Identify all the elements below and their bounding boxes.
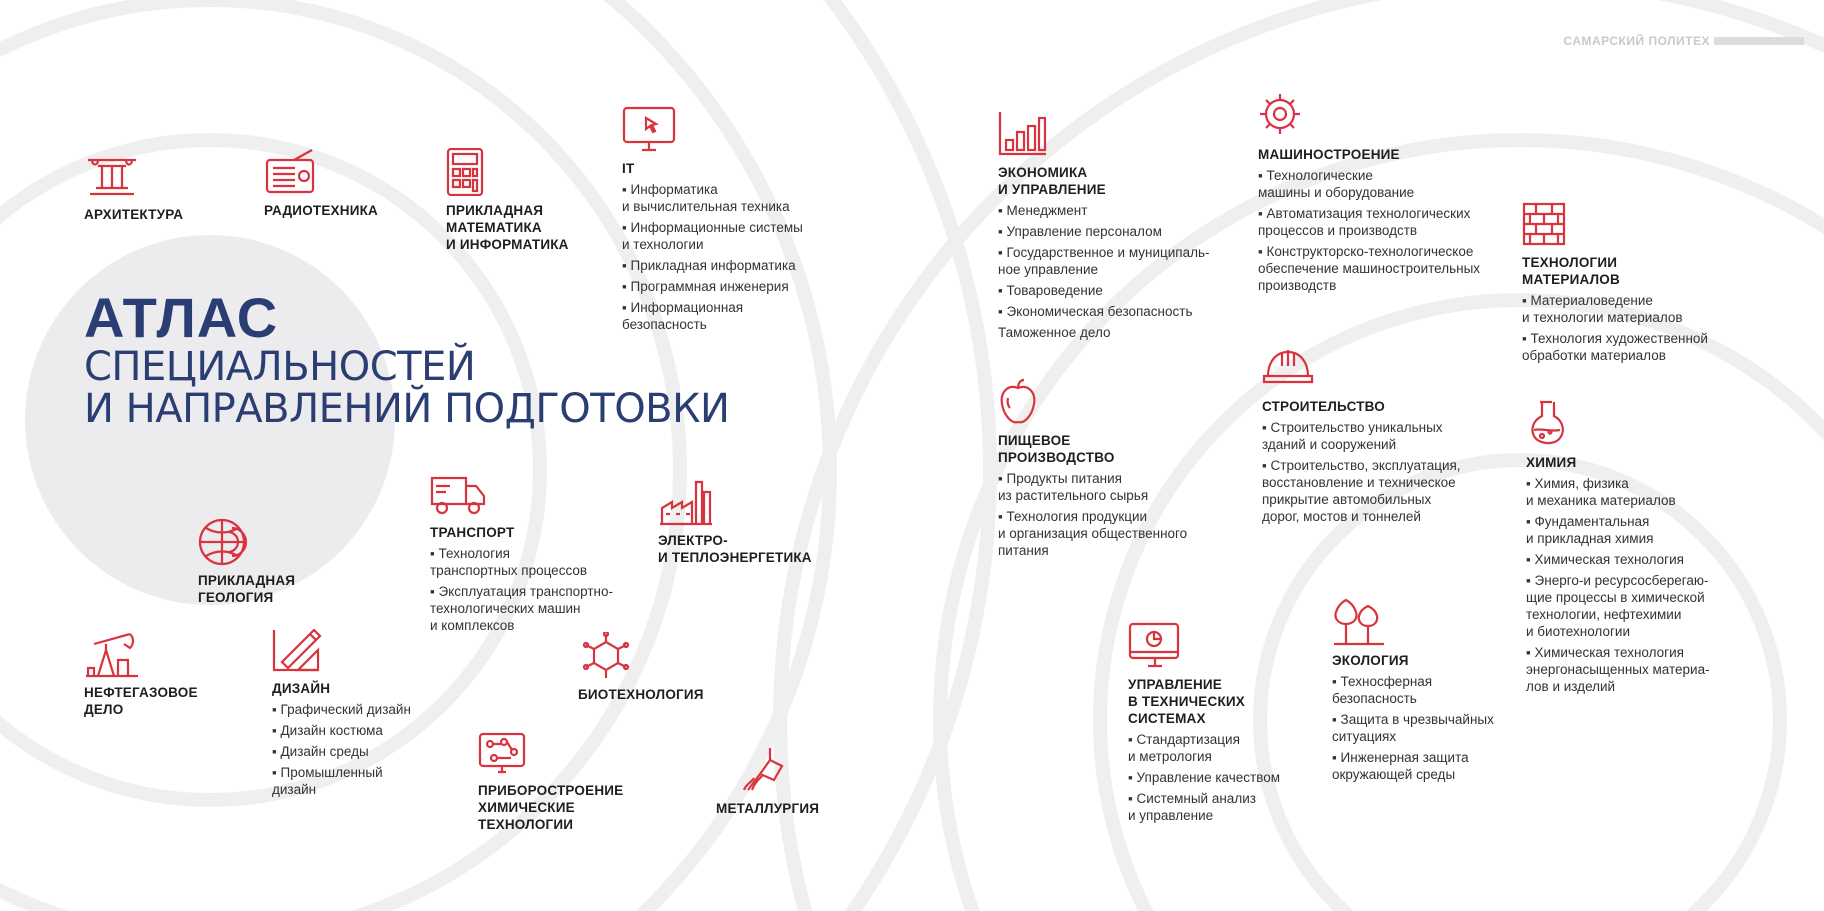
section-list [1258,167,1480,294]
molecule-icon [578,632,634,680]
section-list [1526,475,1710,695]
list-item: ▪ Товароведение [998,283,1103,298]
brand-logo [1563,34,1804,48]
brand-name: САМАРСКИЙ ПОЛИТЕХ [1563,34,1710,48]
gear-icon [1258,92,1314,140]
radio-icon [264,148,320,196]
brand-bar [1714,37,1804,45]
section-mechanical [1258,92,1480,298]
section-materials [1522,200,1708,368]
section-economics [998,110,1210,341]
list-item: ▪ Строительство уникальных зданий и сооружений [1262,420,1443,452]
oil-pump-icon [84,630,140,678]
list-item: ▪ Фундаментальная и прикладная химия [1526,514,1654,546]
section-title: ЭКОЛОГИЯ [1332,653,1409,668]
list-item: ▪ Химия, физика и механика материалов [1526,476,1676,508]
section-metallurgy [716,746,819,817]
section-math [446,148,569,253]
truck-icon [430,470,486,518]
circuit-board-icon [478,728,534,776]
drafting-icon [272,626,328,674]
section-transport [430,470,613,638]
list-item: ▪ Государственное и муниципаль- ное управление [998,245,1210,277]
list-item: ▪ Химическая технология [1526,552,1684,567]
section-list [1262,419,1461,525]
list-item: ▪ Информационная безопасность [622,300,744,332]
list-item: ▪ Технологические машины и оборудование [1258,168,1415,200]
section-construction [1262,344,1461,529]
section-list [1128,731,1280,824]
section-instruments [478,728,623,833]
list-item: ▪ Строительство, эксплуатация, восстановление и техническое прикрытие автомобильных дорог, мостов и тоннелей [1262,458,1461,524]
list-item: ▪ Технология художественной обработки материалов [1522,331,1708,363]
section-list [622,181,803,333]
section-title: IT [622,161,635,176]
list-item: ▪ Технология продукции и организация общественного питания [998,509,1188,558]
section-title: НЕФТЕГАЗОВОЕ ДЕЛО [84,685,198,717]
section-title: МЕТАЛЛУРГИЯ [716,801,820,816]
list-item: ▪ Информационные системы и технологии [622,220,803,252]
section-ecology [1332,598,1494,787]
list-item: ▪ Управление качеством [1128,770,1281,785]
section-title: ПИЩЕВОЕ ПРОИЗВОДСТВО [998,433,1115,465]
section-title: ТЕХНОЛОГИИ МАТЕРИАЛОВ [1522,255,1620,287]
section-title: РАДИОТЕХНИКА [264,203,378,218]
title-subtitle: СПЕЦИАЛЬНОСТЕЙ И НАПРАВЛЕНИЙ ПОДГОТОВКИ [84,344,730,432]
section-title: ХИМИЯ [1526,455,1577,470]
list-item: ▪ Стандартизация и метрология [1128,732,1240,764]
list-item: ▪ Продукты питания из растительного сырья [998,471,1149,503]
section-architecture [84,152,183,223]
section-list [272,701,411,798]
list-item: ▪ Программная инженерия [622,279,789,294]
section-geology [198,518,295,606]
list-item: ▪ Материаловедение и технологии материалов [1522,293,1683,325]
section-tech-management [1128,622,1280,828]
column-icon [84,152,140,200]
bar-chart-icon [998,110,1054,158]
section-title: ПРИКЛАДНАЯ МАТЕМАТИКА И ИНФОРМАТИКА [446,203,569,252]
list-item: ▪ Графический дизайн [272,702,411,717]
section-list [998,470,1187,559]
section-it [622,106,803,337]
section-list [998,202,1210,320]
section-list [430,545,613,634]
section-title: ПРИКЛАДНАЯ ГЕОЛОГИЯ [198,573,296,605]
section-radio [264,148,378,219]
section-title: СТРОИТЕЛЬСТВО [1262,399,1385,414]
section-title: ДИЗАЙН [272,681,331,696]
section-title: УПРАВЛЕНИЕ В ТЕХНИЧЕСКИХ СИСТЕМАХ [1128,677,1245,726]
globe-icon [198,518,254,566]
section-title: БИОТЕХНОЛОГИЯ [578,687,704,702]
calculator-icon [446,148,502,196]
list-item: ▪ Дизайн среды [272,744,369,759]
section-list [1522,292,1708,364]
section-title: ТРАНСПОРТ [430,525,515,540]
list-item: ▪ Конструкторско-технологическое обеспечение машиностроительных производств [1258,244,1481,293]
section-chemistry [1526,400,1710,699]
list-item: ▪ Автоматизация технологических процессов и производств [1258,206,1471,238]
list-item: ▪ Управление персоналом [998,224,1162,239]
list-item: ▪ Информатика и вычислительная техника [622,182,790,214]
list-item: ▪ Техносферная безопасность [1332,674,1433,706]
section-energy [658,478,812,566]
brick-wall-icon [1522,200,1578,248]
list-item: ▪ Промышленный дизайн [272,765,383,797]
section-food [998,378,1187,563]
flask-icon [1526,400,1582,448]
power-plant-icon [658,478,714,526]
section-title: ЭКОНОМИКА И УПРАВЛЕНИЕ [998,165,1106,197]
list-item: ▪ Технология транспортных процессов [430,546,588,578]
section-title: ЭЛЕКТРО- И ТЕПЛОЭНЕРГЕТИКА [658,533,812,565]
section-oil [84,630,198,718]
monitor-cursor-icon [622,106,678,154]
monitor-chart-icon [1128,622,1184,670]
apple-icon [998,378,1054,426]
list-item: ▪ Системный анализ и управление [1128,791,1256,823]
list-item: ▪ Менеджмент [998,203,1088,218]
ladle-icon [740,746,796,794]
list-item: ▪ Защита в чрезвычайных ситуациях [1332,712,1494,744]
section-biotech [578,632,704,703]
list-item: ▪ Прикладная информатика [622,258,796,273]
section-title: МАШИНОСТРОЕНИЕ [1258,147,1400,162]
list-item: ▪ Химическая технология энергонасыщенных материа- лов и изделий [1526,645,1710,694]
section-extra: Таможенное дело [998,325,1111,340]
list-item: ▪ Дизайн костюма [272,723,383,738]
title-atlas: АТЛАС [84,286,279,349]
section-list [1332,673,1494,783]
list-item: ▪ Инженерная защита окружающей среды [1332,750,1469,782]
list-item: ▪ Энерго-и ресурсосберегаю- щие процессы в химической технологии, нефтехимии и биотехнологии [1526,573,1709,639]
section-title: ПРИБОРОСТРОЕНИЕ ХИМИЧЕСКИЕ ТЕХНОЛОГИИ [478,783,624,832]
list-item: ▪ Эксплуатация транспортно- технологических машин и комплексов [430,584,613,633]
section-design [272,626,411,802]
hard-hat-icon [1262,344,1318,392]
trees-icon [1332,598,1388,646]
list-item: ▪ Экономическая безопасность [998,304,1193,319]
section-title: АРХИТЕКТУРА [84,207,184,222]
